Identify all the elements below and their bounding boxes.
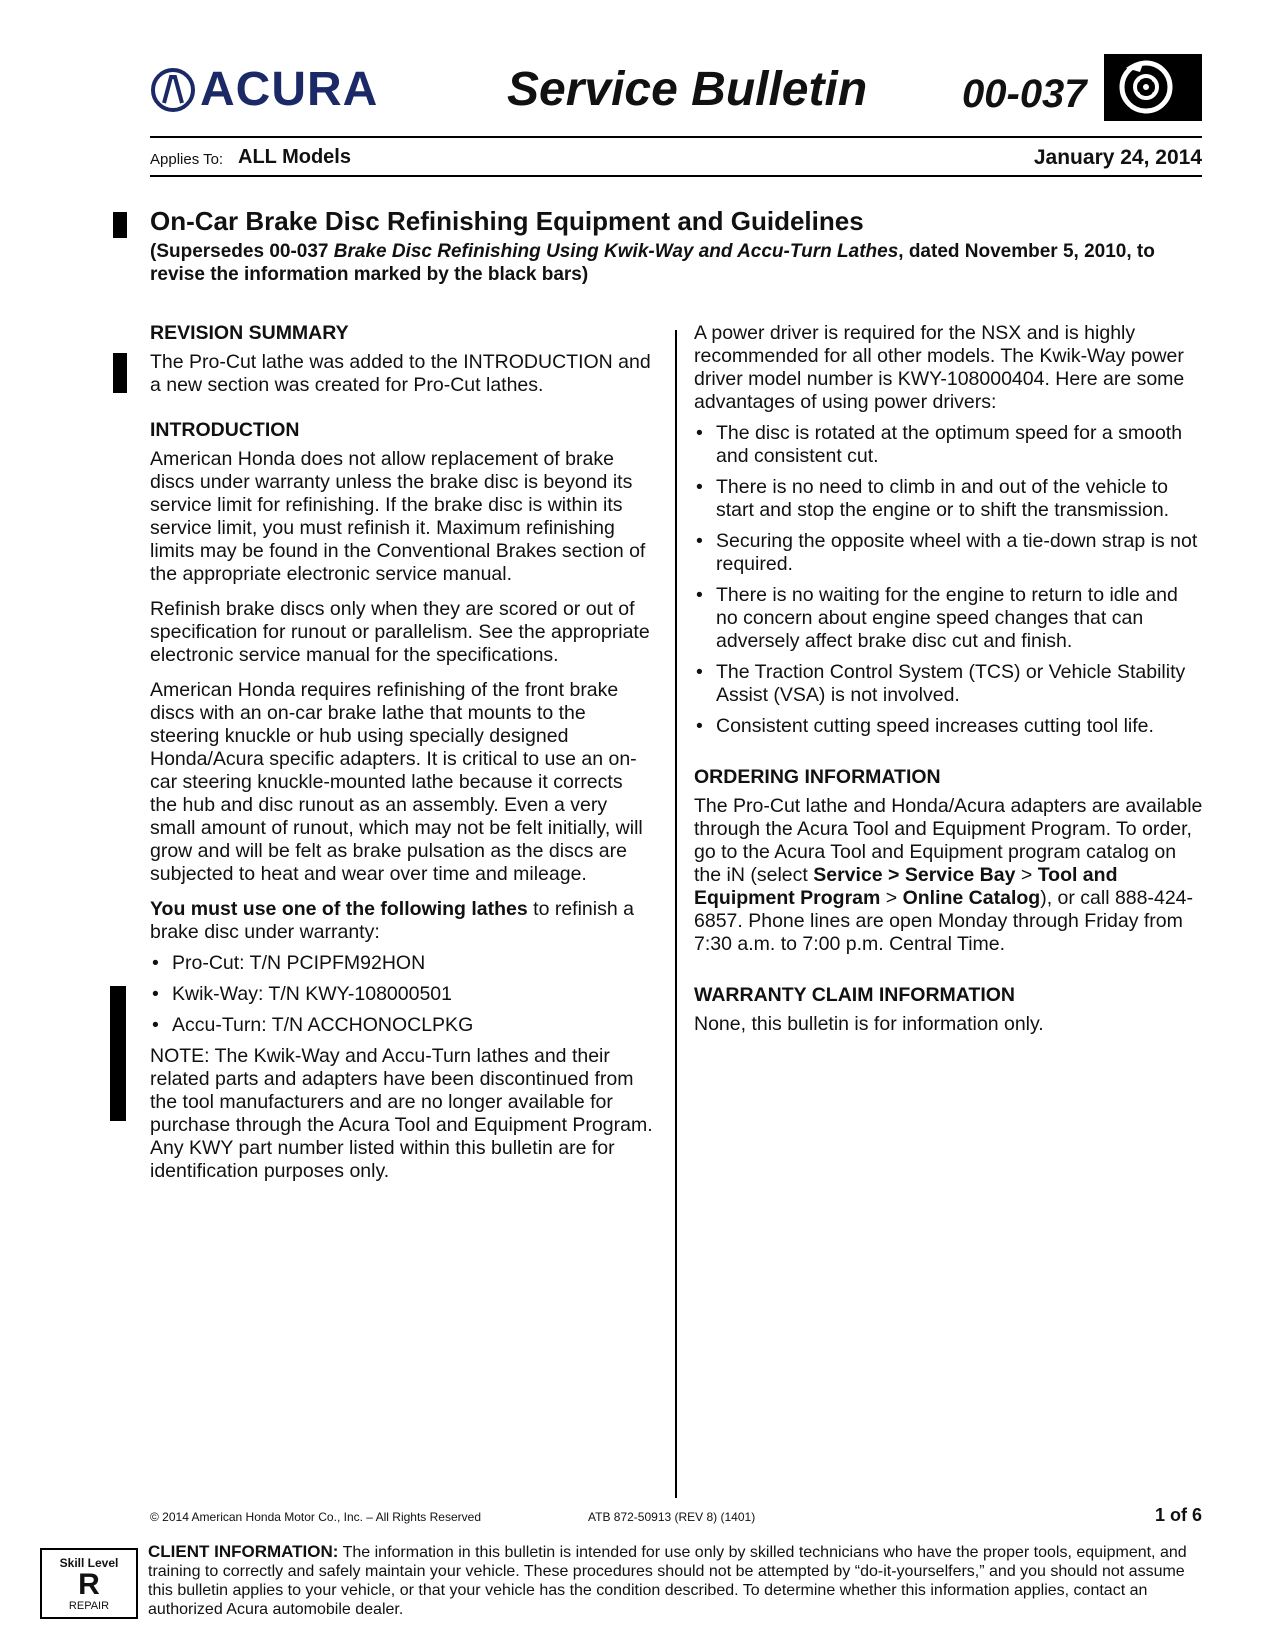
client-information: CLIENT INFORMATION: The information in this bulletin is intended for use only by skilled technicians who have the proper tools, equipment, and training to correctly and safely maintain your vehicle. These procedures should not be attempted by “do-it-yourselfers,” and you should not assume this bulletin applies to your vehicle, or that your vehicle has the condition described. To determine whether this information applies, contact an authorized Acura automobile dealer. xyxy=(148,1542,1187,1618)
list-item: • The disc is rotated at the optimum speed for a smooth and consistent cut. xyxy=(694,422,1204,468)
section-heading: WARRANTY CLAIM INFORMATION xyxy=(694,984,1015,1006)
section-heading: REVISION SUMMARY xyxy=(150,322,349,344)
paragraph: The Pro-Cut lathe was added to the INTRODUCTION and a new section was created for Pro-Cut lathes. xyxy=(150,351,651,396)
warranty-section xyxy=(694,984,1204,1036)
skill-level-letter: R xyxy=(78,1568,100,1601)
advantages-list xyxy=(694,422,1204,738)
applies-to-label: Applies To: xyxy=(150,151,224,168)
note-paragraph: NOTE: The Kwik-Way and Accu-Turn lathes and their related parts and adapters have been discontinued from the tool manufacturers and are no longer available for purchase through the Acura Tool and Equipment Program. Any KWY part number listed within this bulletin are for identification purposes only. xyxy=(150,1045,653,1182)
revision-bar xyxy=(110,986,126,1121)
skill-level-label: Skill Level xyxy=(59,1556,119,1570)
atb-code: ATB 872-50913 (REV 8) (1401) xyxy=(588,1510,756,1524)
list-item: • There is no waiting for the engine to return to idle and no concern about engine speed changes that can adversely affect brake disc cut and finish. xyxy=(694,584,1204,653)
ordering-section xyxy=(694,766,1204,956)
section-heading: INTRODUCTION xyxy=(150,419,300,441)
revision-bar xyxy=(113,353,127,393)
bulletin-number: 00-037 xyxy=(962,72,1087,116)
revision-bar xyxy=(113,212,127,238)
paragraph: American Honda requires refinishing of the front brake discs with an on-car brake lathe that mounts to the steering knuckle or hub using specially designed Honda/Acura specific adapters. It is critical to use an on-car steering knuckle-mounted lathe because it corrects the hub and disc runout as an assembly. Even a very small amount of runout, which may not be felt initially, will grow and will be felt as brake pulsation as the discs are subjected to heat and wear over time and mileage. xyxy=(150,679,643,885)
skill-level-badge xyxy=(40,1548,138,1619)
list-item: • There is no need to climb in and out of the vehicle to start and stop the engine or to shift the transmission. xyxy=(694,476,1204,522)
skill-level-name: REPAIR xyxy=(68,1600,110,1612)
paragraph: A power driver is required for the NSX and is highly recommended for all other models. The Kwik-Way power driver model number is KWY-108000404. Here are some advantages of using power drivers: xyxy=(694,322,1185,413)
supersedes-note: (Supersedes 00-037 Brake Disc Refinishing Using Kwik-Way and Accu-Turn Lathes, dated November 5, 2010, to revise the information marked by the black bars) xyxy=(150,241,1155,285)
introduction-section xyxy=(150,419,655,1183)
page-number: 1 of 6 xyxy=(1154,1505,1202,1525)
list-item: • The Traction Control System (TCS) or Vehicle Stability Assist (VSA) is not involved. xyxy=(694,661,1204,707)
right-column xyxy=(694,322,1204,1058)
list-item: • Pro-Cut: T/N PCIPFM92HON xyxy=(150,952,655,975)
paragraph: American Honda does not allow replacement of brake discs under warranty unless the brake disc is beyond its service limit for refinishing. If the brake disc is within its service limit, you must refinish it. Maximum refinishing limits may be found in the Conventional Brakes section of the appropriate electronic service manual. xyxy=(150,448,646,585)
subheader-rule xyxy=(150,175,1202,177)
list-item: • Consistent cutting speed increases cutting tool life. xyxy=(694,715,1204,738)
lathe-list xyxy=(150,952,655,1037)
brake-disc-icon xyxy=(1104,54,1202,121)
paragraph: Refinish brake discs only when they are scored or out of specification for runout or parallelism. See the appropriate electronic service manual for the specifications. xyxy=(150,598,650,666)
paragraph: You must use one of the following lathes to refinish a brake disc under warranty: xyxy=(150,898,634,943)
list-item: • Kwik-Way: T/N KWY-108000501 xyxy=(150,983,655,1006)
list-item: • Securing the opposite wheel with a tie-down strap is not required. xyxy=(694,530,1204,576)
bulletin-date: January 24, 2014 xyxy=(1033,146,1202,169)
document-type: Service Bulletin xyxy=(507,63,868,116)
section-heading: ORDERING INFORMATION xyxy=(694,766,941,788)
list-item: • Accu-Turn: T/N ACCHONOCLPKG xyxy=(150,1014,655,1037)
header-rule xyxy=(150,136,1202,138)
acura-logo xyxy=(150,63,379,116)
brand-wordmark: ACURA xyxy=(200,63,379,116)
applies-to-value: ALL Models xyxy=(238,146,351,168)
copyright: © 2014 American Honda Motor Co., Inc. – All Rights Reserved xyxy=(150,1510,482,1524)
acura-caliper-icon xyxy=(150,67,196,113)
paragraph: The Pro-Cut lathe and Honda/Acura adapters are available through the Acura Tool and Equipment Program. To order, go to the Acura Tool and Equipment program catalog on the iN (select Service > Service Bay > Tool and Equipment Program > Online Catalog), or call 888-424-6857. Phone lines are open Monday through Friday from 7:30 a.m. to 7:00 p.m. Central Time. xyxy=(694,795,1203,955)
left-column xyxy=(150,322,655,1195)
revision-summary-section xyxy=(150,322,655,397)
column-divider xyxy=(675,330,677,1498)
page-title: On-Car Brake Disc Refinishing Equipment and Guidelines xyxy=(150,206,864,236)
paragraph: None, this bulletin is for information only. xyxy=(694,1013,1044,1035)
